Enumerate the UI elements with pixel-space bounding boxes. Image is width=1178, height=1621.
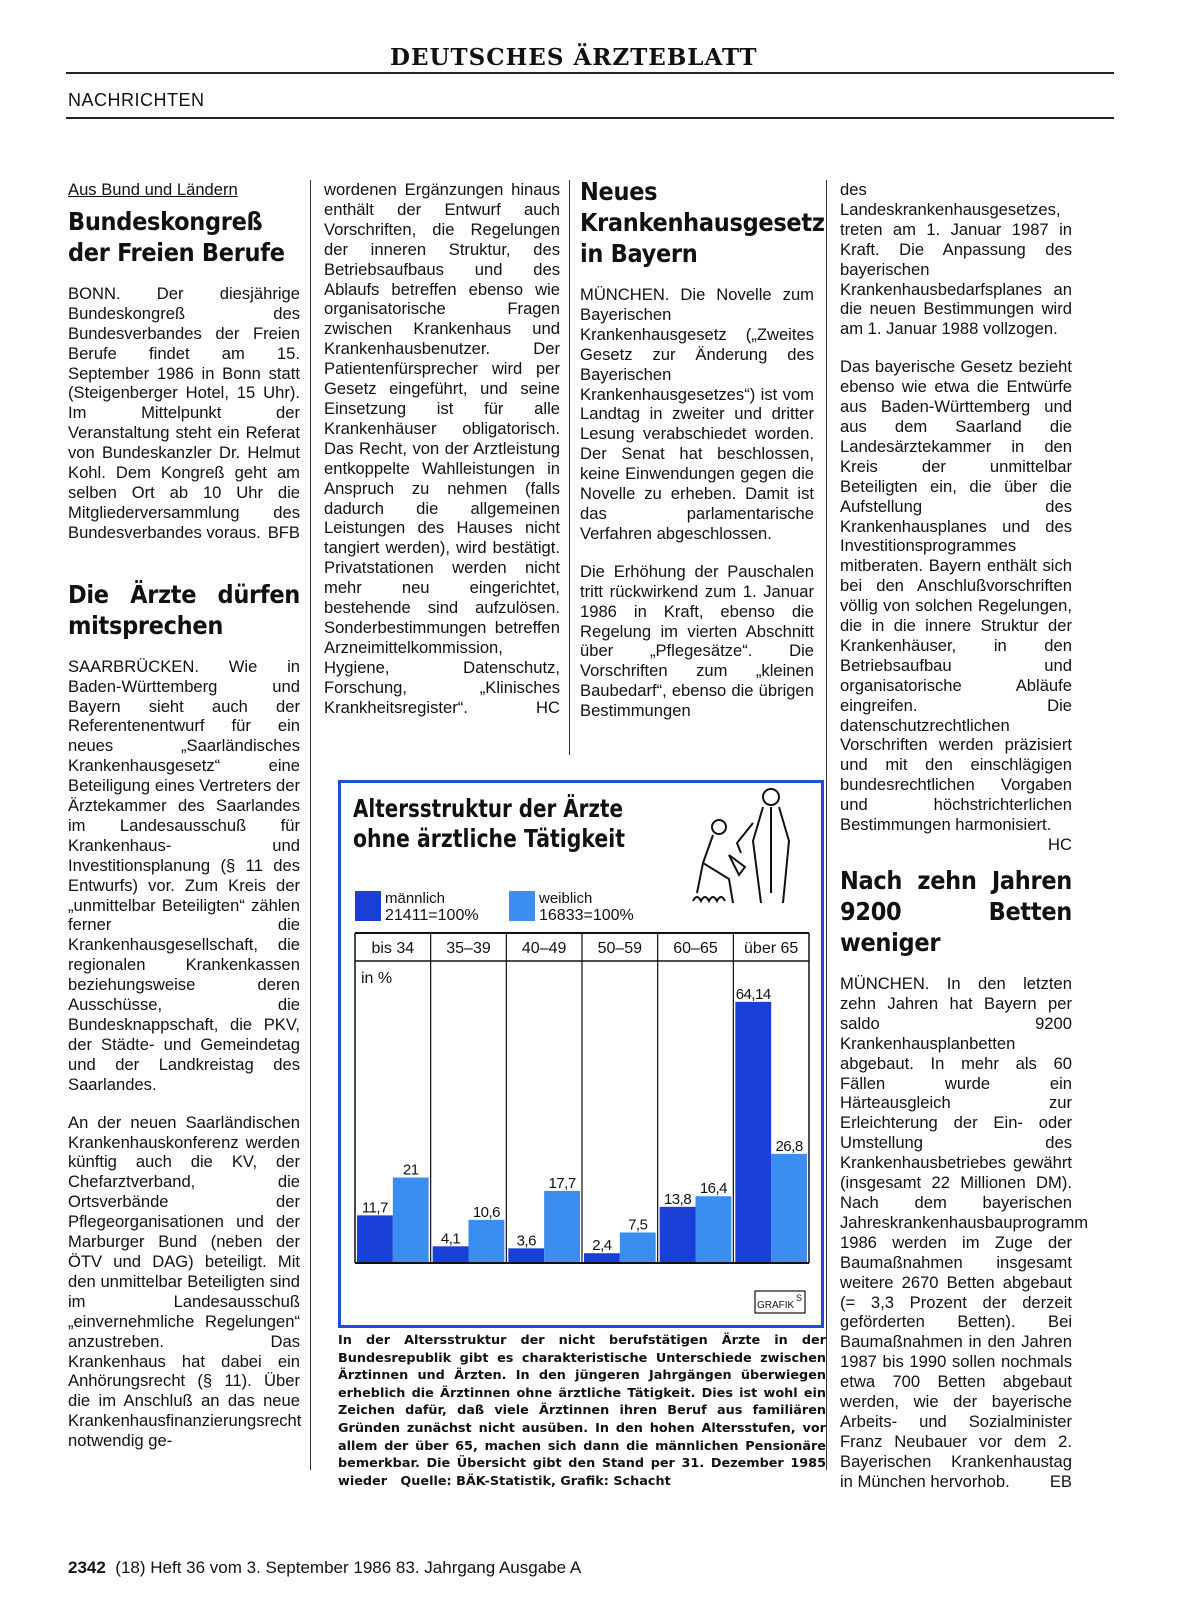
article-bayern-p1: MÜNCHEN. Die Novelle zum Bayerischen Krankenhausgesetz („Zweites Gesetz zur Änderung des Bayerischen Krankenhausgesetzes“) ist vom Landtag in zweiter und dritter Lesung verabschiedet worden. Der Senat hat beschlossen, keine Einwendungen gegen die Novelle zu erheben. Damit ist das parlamentarische Verfahren abgeschlossen. [580,285,814,543]
bar-0 [433,1246,469,1263]
bar-0 [357,1215,393,1263]
legend-swatch-0 [355,891,381,921]
signature: EB [1049,1471,1072,1491]
column-divider [569,180,570,755]
bar-0 [660,1207,696,1263]
category-label: 35–39 [446,940,491,957]
chart-box [338,780,824,1328]
legend-swatch-1 [509,891,535,921]
signature: HC [536,697,560,717]
unit-label: in % [361,970,393,987]
bar-1 [620,1232,656,1263]
article-bundeskongress-body: BONN. Der diesjährige Bundeskongreß des Bundesverbandes der Freien Berufe findet am 15. September 1986 in Bonn statt (Steigenberger Hotel, 15 Uhr). Im Mittelpunkt der Veranstaltung steht ein Referat von Bundeskanzler Dr. Helmut Kohl. Dem Kongreß geht am selben Ort ab 10 Uhr die Mitgliederversammlung des Bundesverbandes voraus. BFB [68,283,300,542]
bar-1 [544,1191,580,1263]
category-label: über 65 [744,940,799,957]
headline-aerzte-mitsprechen: Die Ärzte dürfen mitsprechen [68,579,300,640]
legend-name-1: weiblich [539,890,593,907]
category-label: bis 34 [371,940,415,957]
age-structure-chart [341,783,821,1325]
bar-value-label: 2,4 [592,1237,612,1255]
article-aerzte-continued: wordenen Ergänzungen hinaus enthält der Entwurf auch Vorschriften, die Regelungen der inneren Struktur, des Betriebsaufbaus und des Ablaufs betreffen ebenso wie organisatorische Fragen zwischen Krankenhaus und Krankenhausbenutzer. Der Patientenfürsprecher wird per Gesetz eingeführt, und seine Einsetzung ist für alle Krankenhäuser obligatorisch. Das Recht, von der Arztleistung entkoppelte Wahlleistungen in Anspruch zu nehmen (falls dadurch die allgemeinen Leistungen des Hauses nicht tangiert werden), wird bestätigt. Privatstationen werden nicht mehr neu eingerichtet, bestehende sind aufzulösen. Sonderbestimmungen betreffen Arzneimittelkommission, Hygiene, Datenschutz, Forschung, „Klinisches Krankheitsregister“. HC [324,180,560,717]
bar-0 [735,1002,771,1263]
column-2 [324,180,560,717]
bar-1 [771,1154,807,1263]
column-1 [68,180,300,1451]
bar-value-label: 11,7 [361,1199,388,1217]
category-label: 40–49 [521,940,567,957]
column-4 [840,180,1089,1492]
issue-info: (18) Heft 36 vom 3. September 1986 83. Jahrgang Ausgabe A [115,1558,582,1577]
bar-1 [393,1178,429,1264]
chart-title-line-2: ohne ärztliche Tätigkeit [353,824,626,853]
masthead: DEUTSCHES ÄRZTEBLATT [390,44,758,71]
bar-value-label: 4,1 [440,1230,461,1248]
bar-0 [508,1248,544,1263]
headline-krankenhausgesetz-bayern: Neues Krankenhausgesetz in Bayern [580,177,825,268]
article-bayern-p4: Das bayerische Gesetz bezieht ebenso wie etwa die Entwürfe aus Baden-Württemberg und aus dem Saarland die Landesärztekammer in den Kreis der unmittelbar Beteiligten ein, die über die Aufstellung des Krankenhausplanes und des Investitionsprogrammes mitberaten. Bayern enthält sich bei den Anschlußvorschriften völlig von solchen Regelungen, die in die innere Struktur der Krankenhäuser, in den Betriebsaufbau und organisatorische Abläufe eingreifen. Die datenschutzrechtlichen Vorschriften werden präzisiert und mit den einschlägigen bundesrechtlichen Vorgaben und höchstrichterlichen Bestimmungen harmonisiert. HC [840,357,1072,854]
headline-betten-weniger: Nach zehn Jahren 9200 Betten weniger [840,866,1072,957]
chart-source: Quelle: BÄK-Statistik, Grafik: Schacht [400,1473,671,1489]
legend-name-0: männlich [385,890,446,907]
page-number: 2342 [68,1558,106,1577]
masthead-rule [66,72,1114,74]
article-aerzte-p2: An der neuen Saarländischen Krankenhauskonferenz werden künftig auch die KV, der Chefarztverband, die Ortsverbände der Pflegeorganisationen und der Marburger Bund (neben der ÖTV und DAG) beteiligt. Mit den unmittelbar Beteiligten sind im Landesausschuß „einvernehmliche Regelungen“ anzustreben. Das Krankenhaus hat dabei ein Anhörungsrecht (§ 11). Über die im Anschluß an das neue Krankenhausfinanzierungsrecht notwendig ge- [68,1112,302,1451]
grafik-logo-letter: S [796,1293,803,1303]
category-label: 50–59 [597,940,643,957]
section-label: NACHRICHTEN [68,90,205,110]
doctor-illustration-icon [693,789,789,903]
legend-count-1: 16833=100% [539,907,634,924]
bar-value-label: 10,6 [472,1203,501,1221]
bar-value-label: 26,8 [775,1137,803,1155]
article-aerzte-p1: SAARBRÜCKEN. Wie in Baden-Württemberg und Bayern sieht auch der Referentenentwurf für ein neues „Saarländisches Krankenhausgesetz“ eine Beteiligung eines Vertreters der Ärztekammer des Saarlandes im Landesausschuß für Krankenhaus- und Investitionsplanung (§ 11 des Entwurfs) vor. Zum Kreis der „unmittelbar Beteiligten“ zählen ferner die Krankenhausgesellschaft, die regionalen Krankenkassen beziehungsweise deren Ausschüsse, die Bundesknappschaft, die PKV, der Städte- und Gemeindetag und der Landkreistag des Saarlandes. [68,656,300,1094]
article-bayern-p2: Die Erhöhung der Pauschalen tritt rückwirkend zum 1. Januar 1986 in Kraft, ebenso die Regelung im vierten Abschnitt über „Pflegesätze“. Die Vorschriften zum „kleinen Baubedarf“, ebenso die übrigen Bestimmungen [580,561,814,721]
column-divider [310,180,311,1470]
bar-0 [584,1253,620,1263]
chart-title-line-1: Altersstruktur der Ärzte [353,794,693,823]
article-bayern-p3: des Landeskrankenhausgesetzes, treten am 1. Januar 1987 in Kraft. Die Anpassung des bayerischen Krankenhausbedarfsplanes an die neuen Bestimmungen wird am 1. Januar 1988 vollzogen. [840,180,1072,339]
bar-1 [696,1196,732,1263]
bar-value-label: 13,8 [663,1190,692,1208]
bar-value-label: 64,14 [735,985,771,1003]
signature: BFB [267,522,300,542]
signature: HC [1048,835,1072,854]
bar-value-label: 17,7 [548,1174,576,1192]
chart-caption: In der Altersstruktur der nicht berufstätigen Ärzte in der Bundesrepublik gibt es charakteristische Unterschiede zwischen Ärztinnen und Ärzten. In den jüngeren Jahrgängen überwiegen erheblich die Ärztinnen ohne ärztliche Tätigkeit. Dies ist wohl ein Zeichen dafür, daß viele Ärztinnen ihren Beruf aus familiären Gründen zunächst nicht ausüben. In den hohen Altersstufen, vor allem der über 65, machen sich dann die männlichen Pensionäre bemerkbar. Die Übersicht gibt den Stand per 31. Dezember 1985 wieder Quelle: BÄK-Statistik, Grafik: Schacht [338,1333,826,1489]
article-betten-body: MÜNCHEN. In den letzten zehn Jahren hat Bayern per saldo 9200 Krankenhausplanbetten abgebaut. In mehr als 60 Fällen wurde ein Härteausgleich zur Erleichterung der Ein- oder Umstellung des Krankenhausbetriebes gewährt (insgesamt 22 Millionen DM). Nach dem bayerischen Jahreskrankenhausbauprogramm 1986 werden im Zuge der Baumaßnahmen insgesamt weitere 2670 Betten abgebaut (= 3,3 Prozent der derzeit geförderten Betten). Bei Baumaßnahmen in den Jahren 1987 bis 1990 sollen nochmals etwa 700 Betten abgebaut werden, wie der bayerische Arbeits- und Sozialminister Franz Neubauer vor dem 2. Bayerischen Krankenhaustag in München hervorhob. EB [840,974,1089,1491]
kicker: Aus Bund und Ländern [68,180,238,199]
bar-value-label: 3,6 [516,1232,536,1250]
footer [68,1558,581,1578]
column-divider [826,180,827,1470]
bar-value-label: 7,5 [628,1216,648,1234]
bar-1 [469,1220,505,1263]
bar-value-label: 21 [402,1161,419,1179]
column-3 [580,176,825,721]
grafik-logo-text: GRAFIK [757,1300,795,1311]
legend-count-0: 21411=100% [385,907,479,924]
headline-bundeskongress: Bundeskongreß der Freien Berufe [68,206,285,267]
category-label: 60–65 [673,940,718,957]
section-rule [66,117,1114,119]
bar-value-label: 16,4 [699,1180,728,1198]
